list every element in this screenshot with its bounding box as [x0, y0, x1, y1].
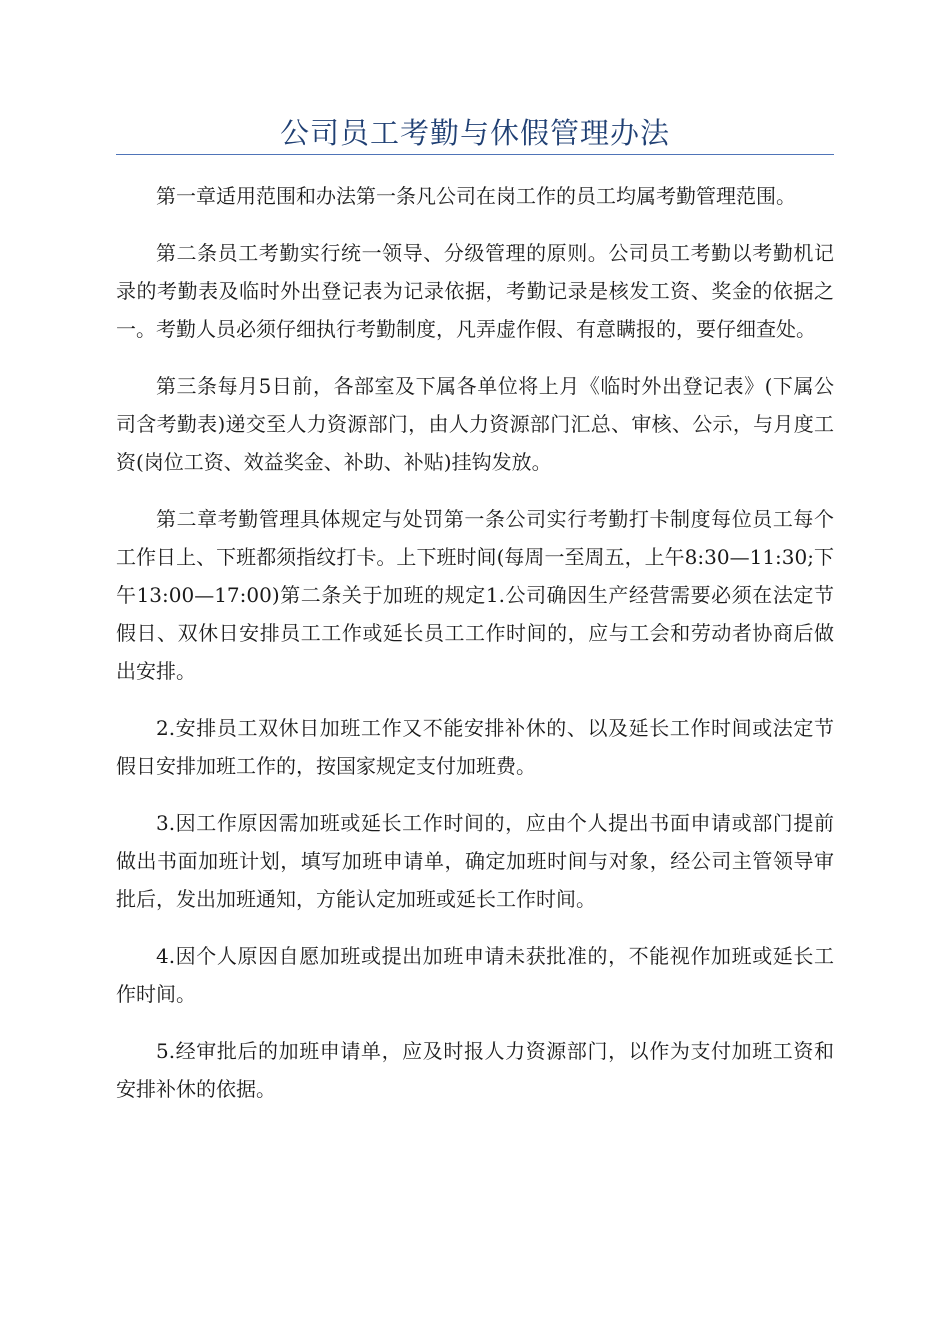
paragraph-7: 4.因个人原因自愿加班或提出加班申请未获批准的，不能视作加班或延长工作时间。 — [116, 944, 834, 1006]
paragraph-6: 3.因工作原因需加班或延长工作时间的，应由个人提出书面申请或部门提前做出书面加班计划，填写加班申请单，确定加班时间与对象，经公司主管领导审批后，发出加班通知，方能认定加班或延长工作时间。 — [116, 811, 834, 911]
document-body — [116, 177, 834, 1127]
title-underline — [116, 154, 834, 155]
paragraph-4: 第二章考勤管理具体规定与处罚第一条公司实行考勤打卡制度每位员工每个工作日上、下班都须指纹打卡。上下班时间(每周一至周五，上午8:30—11:30;下午13:00—17:00)第二条关于加班的规定1.公司确因生产经营需要必须在法定节假日、双休日安排员工工作或延长员工工作时间的，应与工会和劳动者协商后做出安排。 — [116, 507, 834, 683]
paragraph-8: 5.经审批后的加班申请单，应及时报人力资源部门，以作为支付加班工资和安排补休的依据。 — [116, 1039, 834, 1101]
document-title: 公司员工考勤与休假管理办法 — [279, 116, 670, 150]
paragraph-5: 2.安排员工双休日加班工作又不能安排补休的、以及延长工作时间或法定节假日安排加班工作的，按国家规定支付加班费。 — [116, 716, 834, 778]
paragraph-3: 第三条每月5日前，各部室及下属各单位将上月《临时外出登记表》(下属公司含考勤表)递交至人力资源部门，由人力资源部门汇总、审核、公示，与月度工资(岗位工资、效益奖金、补助、补贴)挂钩发放。 — [116, 374, 834, 474]
paragraph-1: 第一章适用范围和办法第一条凡公司在岗工作的员工均属考勤管理范围。 — [156, 184, 796, 208]
paragraph-2: 第二条员工考勤实行统一领导、分级管理的原则。公司员工考勤以考勤机记录的考勤表及临时外出登记表为记录依据，考勤记录是核发工资、奖金的依据之一。考勤人员必须仔细执行考勤制度，凡弄虚作假、有意瞒报的，要仔细查处。 — [116, 241, 834, 341]
